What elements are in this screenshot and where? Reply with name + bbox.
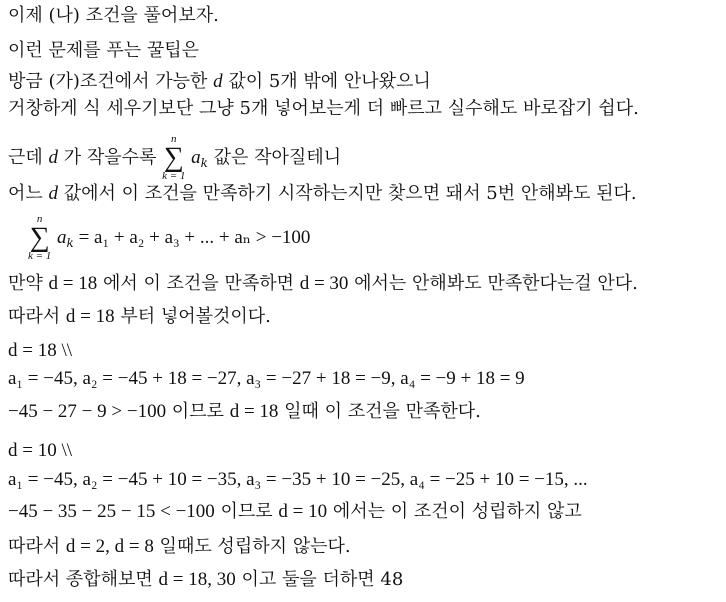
text: 부터 넣어볼것이다. <box>114 306 271 327</box>
text: 가 작을수록 <box>58 147 163 168</box>
text: 에서는 이 조건이 성립하지 않고 <box>327 501 582 522</box>
math-line-d10: d = 10 \\ <box>8 440 73 461</box>
text-line-3 <box>8 70 431 94</box>
text: 어느 <box>8 183 49 204</box>
math-line-d18: d = 18 \\ <box>8 340 73 361</box>
math-a: a <box>57 227 67 248</box>
text-line-16 <box>8 568 403 592</box>
math-d: d <box>48 183 58 204</box>
subscript-k: k <box>200 156 208 170</box>
math-expr: −45 − 27 − 9 > −100 <box>8 401 167 422</box>
equation-rhs: = a₁ + a₂ + a₃ + ... + aₙ > −100 <box>73 227 311 248</box>
math-expr: d = 18 <box>65 306 115 327</box>
text: 값에서 이 조건을 만족하기 시작하는지만 찾으면 돼서 5번 안해봐도 된다. <box>58 183 637 204</box>
text: 근데 <box>8 147 49 168</box>
text: 방금 (가)조건에서 가능한 <box>8 71 214 92</box>
text: 만약 <box>8 273 49 294</box>
text: 이고 둘을 더하면 48 <box>235 569 404 590</box>
math-expr: d = 2, d = 8 <box>65 536 154 557</box>
text-line-5 <box>8 134 341 182</box>
sum-lower-limit: k = 1 <box>162 170 186 182</box>
text-line-1: 이제 (나) 조건을 풀어보자. <box>8 5 219 26</box>
math-expr: d = 18 <box>48 273 98 294</box>
sum-upper-limit: n <box>36 213 43 225</box>
text: 이므로 <box>214 501 279 522</box>
math-a: a <box>191 147 201 168</box>
math-expr: d = 10 <box>278 501 328 522</box>
text: 값은 작아질테니 <box>207 147 342 168</box>
text-line-4: 거창하게 식 세우기보단 그냥 5개 넣어보는게 더 빠르고 실수해도 바로잡기 쉽다. <box>8 98 639 119</box>
text-line-2: 이런 문제를 푸는 꿀팁은 <box>8 40 200 61</box>
math-d: d <box>48 147 58 168</box>
text: 이므로 <box>166 401 230 422</box>
text-line-7 <box>8 272 638 296</box>
math-line-terms-d10: a₁ = −45, a₂ = −45 + 10 = −35, a₃ = −35 + 10 = −25, a₄ = −25 + 10 = −15, ... <box>8 469 588 490</box>
subscript-k: k <box>66 236 74 250</box>
sum-lower-limit: k = 1 <box>28 250 52 262</box>
equation-sum <box>28 214 310 262</box>
math-expr: d = 18, 30 <box>158 569 236 590</box>
math-expr: d = 30 <box>299 273 349 294</box>
text: 일때 이 조건을 만족한다. <box>278 401 481 422</box>
sum-upper-limit: n <box>171 133 177 145</box>
math-expr: −45 − 35 − 25 − 15 < −100 <box>8 501 215 522</box>
text: 에서는 안해봐도 만족한다는걸 안다. <box>348 273 638 294</box>
text: 따라서 종합해보면 <box>8 569 159 590</box>
text-line-11 <box>8 400 481 424</box>
math-expr: d = 18 <box>229 401 279 422</box>
text-line-15 <box>8 535 351 559</box>
sigma-glyph: ∑ <box>29 222 50 253</box>
text-line-6 <box>8 182 637 206</box>
text: 에서 이 조건을 만족하면 <box>97 273 300 294</box>
text: 따라서 <box>8 306 66 327</box>
summation-symbol <box>162 134 185 182</box>
text-line-14 <box>8 500 582 524</box>
sigma-glyph: ∑ <box>163 142 184 173</box>
math-line-terms-d18: a₁ = −45, a₂ = −45 + 18 = −27, a₃ = −27 + 18 = −9, a₄ = −9 + 18 = 9 <box>8 368 525 389</box>
text: 따라서 <box>8 536 66 557</box>
text: 값이 5개 밖에 안나왔으니 <box>222 71 431 92</box>
text-line-8 <box>8 305 271 329</box>
math-d: d <box>213 71 223 92</box>
summation-symbol <box>28 214 51 262</box>
text: 일때도 성립하지 않는다. <box>153 536 351 557</box>
